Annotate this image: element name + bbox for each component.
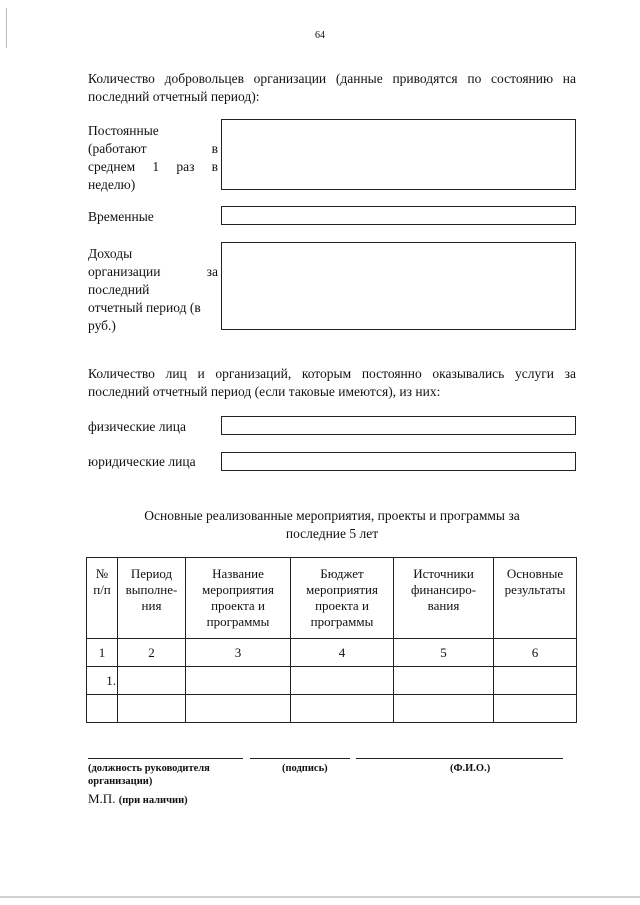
stamp-place: [88, 791, 188, 807]
volunteers-intro: Количество добровольцев организации (данные приводятся по состоянию на последний отчетный период):: [88, 71, 576, 104]
column-number: 2: [118, 639, 186, 667]
column-number: 5: [394, 639, 494, 667]
position-caption: [88, 762, 210, 788]
permanent-line-1: Постоянные: [88, 123, 159, 138]
legal-entities-field[interactable]: [221, 452, 576, 471]
position-caption-line-2: организации): [88, 776, 153, 787]
header-sources-line-3: вания: [427, 598, 460, 613]
header-sources-line-1: Источники: [413, 566, 474, 581]
position-caption-line-1: (должность руководителя: [88, 763, 210, 774]
legal-entities-label: юридические лица: [88, 454, 196, 469]
clients-intro: Количество лиц и организаций, которым постоянно оказывались услуги за последний отчетный период (если таковые имеются), из них:: [88, 366, 576, 399]
header-name: [186, 558, 291, 639]
income-line-3: последний: [88, 282, 150, 297]
column-number-row: [87, 639, 577, 667]
projects-title-line-2: последние 5 лет: [285, 526, 379, 541]
column-number: 1: [87, 639, 118, 667]
table-cell[interactable]: [494, 667, 577, 695]
temporary-volunteers-field[interactable]: [221, 206, 576, 225]
income-line-5: руб.): [88, 318, 116, 333]
header-period-line-3: ния: [141, 598, 162, 613]
header-results: [494, 558, 577, 639]
page-number: 64: [315, 30, 325, 41]
table-cell[interactable]: [186, 667, 291, 695]
table-cell[interactable]: [394, 667, 494, 695]
header-budget-line-4: программы: [310, 614, 374, 629]
table-cell[interactable]: 1.: [87, 667, 118, 695]
header-name-line-3: проекта и: [211, 598, 265, 613]
scan-edge-bottom: [0, 896, 640, 898]
scan-edge-left: [6, 8, 7, 48]
income-line-4: отчетный период (в: [88, 300, 201, 315]
header-period: [118, 558, 186, 639]
permanent-volunteers-label: [88, 122, 218, 194]
header-period-line-2: выполне-: [125, 582, 178, 597]
table-cell[interactable]: [118, 667, 186, 695]
permanent-line-2: (работают в: [88, 141, 218, 156]
position-signature-line[interactable]: [88, 758, 243, 759]
income-label: [88, 245, 218, 335]
name-signature-line[interactable]: [356, 758, 563, 759]
header-number-line-2: п/п: [93, 582, 111, 597]
header-name-line-2: мероприятия: [201, 582, 274, 597]
header-results-line-2: результаты: [504, 582, 566, 597]
stamp-main: М.П.: [88, 791, 116, 806]
header-budget-line-3: проекта и: [315, 598, 369, 613]
income-line-1: Доходы: [88, 246, 133, 261]
header-name-line-4: программы: [206, 614, 270, 629]
column-number: 4: [291, 639, 394, 667]
header-budget-line-2: мероприятия: [305, 582, 378, 597]
header-period-line-1: Период: [130, 566, 173, 581]
header-budget: [291, 558, 394, 639]
table-cell[interactable]: [186, 695, 291, 723]
header-number: [87, 558, 118, 639]
column-number: 3: [186, 639, 291, 667]
column-number: 6: [494, 639, 577, 667]
signature-caption: (подпись): [282, 763, 328, 774]
table-row: [87, 695, 577, 723]
income-line-2: организации за: [88, 264, 218, 279]
projects-table: [86, 557, 577, 723]
table-header-row: [87, 558, 577, 639]
name-caption: (Ф.И.О.): [450, 763, 491, 774]
individuals-label: физические лица: [88, 419, 186, 434]
permanent-volunteers-field[interactable]: [221, 119, 576, 190]
signature-line[interactable]: [250, 758, 350, 759]
header-budget-line-1: Бюджет: [320, 566, 364, 581]
stamp-note: (при наличии): [118, 795, 188, 806]
table-cell[interactable]: [291, 667, 394, 695]
header-sources: [394, 558, 494, 639]
temporary-volunteers-label: Временные: [88, 209, 154, 224]
permanent-line-3: среднем 1 раз в: [88, 159, 218, 174]
permanent-line-4: неделю): [88, 177, 136, 192]
income-field[interactable]: [221, 242, 576, 330]
individuals-field[interactable]: [221, 416, 576, 435]
header-name-line-1: Название: [212, 566, 264, 581]
header-number-line-1: №: [95, 566, 109, 581]
table-cell[interactable]: [87, 695, 118, 723]
table-cell[interactable]: [394, 695, 494, 723]
header-sources-line-2: финансиро-: [410, 582, 477, 597]
header-results-line-1: Основные: [506, 566, 564, 581]
table-row: [87, 667, 577, 695]
table-cell[interactable]: [291, 695, 394, 723]
projects-title-line-1: Основные реализованные мероприятия, проекты и программы за: [144, 508, 520, 523]
table-cell[interactable]: [118, 695, 186, 723]
table-cell[interactable]: [494, 695, 577, 723]
